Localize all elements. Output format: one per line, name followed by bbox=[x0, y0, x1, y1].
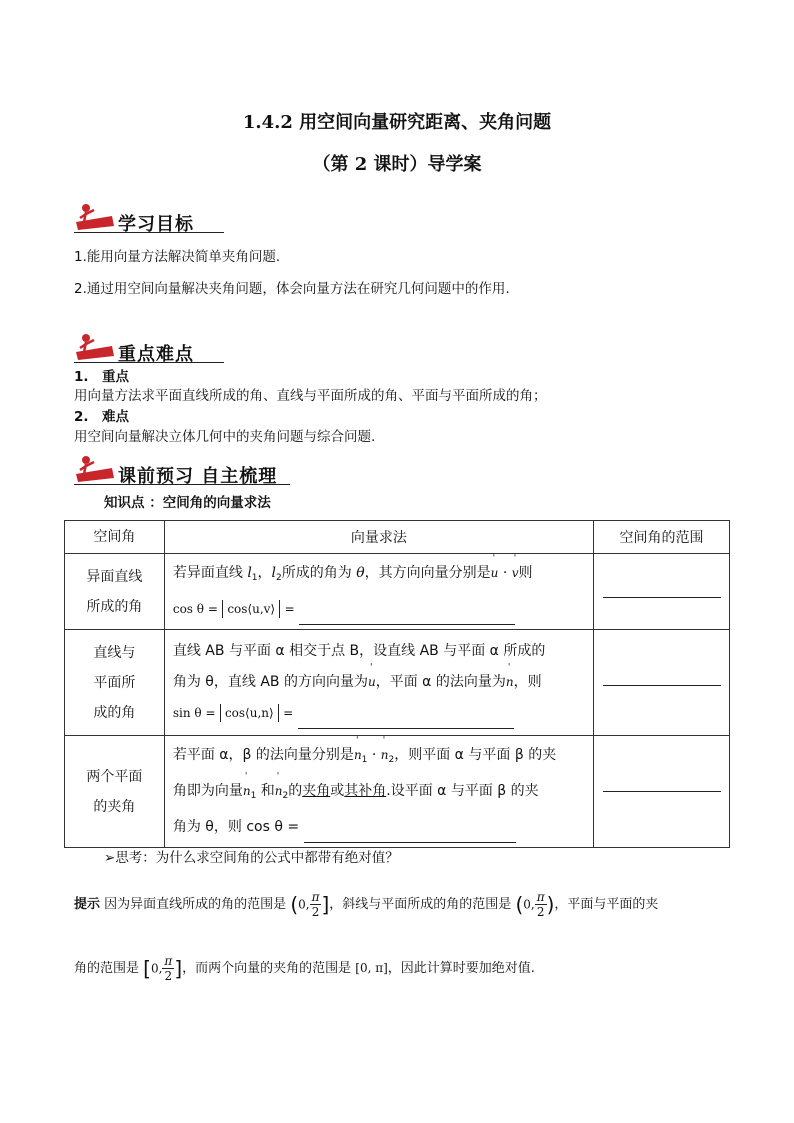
text: ，因此计算时要加绝对值. bbox=[387, 961, 535, 976]
range-blank[interactable] bbox=[603, 791, 721, 792]
formula-abs: cos⟨u,n⟩ bbox=[220, 704, 279, 722]
hint-label: 提示 bbox=[74, 897, 101, 912]
fraction bbox=[162, 954, 174, 983]
text: ，其方向向量分别是 bbox=[364, 565, 491, 581]
text: 角的范围是 bbox=[74, 961, 140, 976]
angle-name-line: 所成的角 bbox=[86, 598, 143, 615]
text: ，则 bbox=[513, 674, 542, 690]
section-preview-label: 课前预习 自主梳理 bbox=[118, 466, 278, 487]
method-line bbox=[173, 667, 585, 698]
fraction-numerator: π bbox=[536, 890, 545, 904]
method-line: 若平面 α，β 的法向量分别是' $n_1$ · ' $n_2$，则平面 α 与平面 β 的夹 bbox=[173, 740, 585, 776]
think-text: 思考：为什么求空间角的公式中都带有绝对值？ bbox=[115, 850, 399, 866]
angle-name-line: 平面所 bbox=[93, 674, 136, 691]
formula-lhs: cos θ = bbox=[172, 602, 218, 616]
arrow-icon: ➢ bbox=[104, 850, 116, 866]
section-preview-heading bbox=[72, 452, 302, 492]
method-line: 若异面直线 $l_1$，$l_2$所成的角为 θ，其方向向量分别是' u · ' v则 bbox=[173, 558, 585, 594]
vector-n: ' n bbox=[506, 667, 514, 698]
theta-symbol: θ bbox=[356, 565, 365, 581]
section-keypoints-heading bbox=[72, 330, 232, 370]
l1-symbol: l bbox=[247, 565, 252, 581]
underlined-term: 其补角 bbox=[344, 783, 387, 799]
method-line bbox=[173, 776, 585, 812]
hint-line-1 bbox=[74, 890, 734, 919]
angle-name-line: 成的角 bbox=[93, 704, 136, 721]
formula-line bbox=[173, 698, 585, 729]
math-zero: 0, bbox=[150, 961, 163, 976]
bracket: ] bbox=[321, 892, 330, 917]
page-title: 1.4.2 用空间向量研究距离、夹角问题 bbox=[242, 112, 552, 133]
spatial-angle-table bbox=[64, 520, 730, 848]
flag-icon bbox=[72, 330, 118, 364]
flag-icon bbox=[72, 452, 118, 486]
think-question bbox=[104, 849, 399, 868]
section-goals-label: 学习目标 bbox=[118, 214, 194, 235]
table-row bbox=[65, 736, 730, 848]
angle-name-line: 的夹角 bbox=[93, 798, 136, 815]
range-cell bbox=[594, 630, 730, 736]
fraction bbox=[310, 890, 322, 919]
difficulty-text: 用空间向量解决立体几何中的夹角问题与综合问题. bbox=[74, 429, 376, 445]
goal-item-1: 1.能用向量方法解决简单夹角问题. bbox=[74, 249, 281, 265]
subscript: 1 bbox=[250, 791, 257, 801]
formula-abs: cos⟨u,v⟩ bbox=[222, 600, 280, 618]
fraction-denominator: 2 bbox=[164, 969, 173, 983]
subscript: 1 bbox=[361, 755, 368, 765]
vector-n1: ' n bbox=[243, 776, 251, 807]
bracket: ] bbox=[174, 956, 183, 981]
subscript: 2 bbox=[282, 791, 289, 801]
knowledge-point-label: 知识点 ：空间角的向量求法 bbox=[104, 495, 271, 511]
underlined-term: 夹角 bbox=[302, 783, 331, 799]
angle-name-cell bbox=[65, 554, 165, 630]
text: 角即为向量 bbox=[172, 783, 243, 799]
bracket: ) bbox=[546, 892, 555, 917]
text: ，则平面 α 与平面 β 的夹 bbox=[394, 747, 557, 763]
table-header-row bbox=[65, 521, 730, 554]
focus-label: 1. 重点 bbox=[74, 369, 130, 385]
fraction-denominator: 2 bbox=[536, 905, 545, 919]
focus-text: 用向量方法求平面直线所成的角、直线与平面所成的角、平面与平面所成的角； bbox=[74, 388, 547, 404]
table-header-cell: 空间角 bbox=[65, 521, 165, 554]
subscript: 1 bbox=[251, 573, 258, 583]
answer-blank[interactable] bbox=[299, 608, 515, 625]
l2-symbol: l bbox=[271, 565, 277, 581]
fraction bbox=[535, 890, 547, 919]
method-cell bbox=[164, 554, 593, 630]
math-zero: 0, bbox=[298, 897, 310, 912]
vector-n2: ' n bbox=[275, 776, 283, 807]
math-range: [0, π] bbox=[355, 961, 388, 975]
answer-blank[interactable] bbox=[304, 826, 516, 843]
range-open-interval: ( bbox=[290, 892, 299, 917]
angle-name-cell bbox=[65, 736, 165, 848]
table-row bbox=[65, 630, 730, 736]
text: 角为 θ，则 cos θ = bbox=[172, 819, 300, 835]
heading-underline bbox=[74, 362, 224, 363]
formula-line bbox=[173, 594, 585, 625]
text: 所成的角为 bbox=[281, 565, 352, 581]
range-cell bbox=[594, 736, 730, 848]
equals: = bbox=[284, 602, 295, 616]
section-keypoints-label: 重点难点 bbox=[118, 344, 194, 365]
text: 若异面直线 bbox=[172, 565, 243, 581]
fraction-denominator: 2 bbox=[311, 905, 320, 919]
range-blank[interactable] bbox=[603, 685, 721, 686]
table-header-cell: 空间角的范围 bbox=[594, 521, 730, 554]
text: 和 bbox=[260, 783, 275, 799]
text: 或 bbox=[330, 783, 345, 799]
text: 角为 θ，直线 AB 的方向向量为 bbox=[172, 674, 368, 690]
vector-n1: ' n bbox=[354, 740, 362, 771]
section-goals-heading bbox=[72, 200, 232, 240]
bracket: ( bbox=[515, 892, 524, 917]
fraction-numerator: π bbox=[311, 890, 320, 904]
method-line: 直线 AB 与平面 α 相交于点 B，设直线 AB 与平面 α 所成的 bbox=[172, 643, 546, 659]
hint-line-2 bbox=[74, 954, 734, 983]
formula-line bbox=[173, 812, 585, 843]
heading-underline bbox=[74, 232, 224, 233]
text: 若平面 α，β 的法向量分别是 bbox=[172, 747, 354, 763]
text: .设平面 α 与平面 β 的夹 bbox=[386, 783, 539, 799]
vector-u: ' u bbox=[491, 558, 499, 589]
range-blank[interactable] bbox=[603, 597, 721, 598]
subscript: 2 bbox=[388, 755, 395, 765]
goal-item-2: 2.通过用空间向量解决夹角问题，体会向量方法在研究几何问题中的作用. bbox=[74, 281, 510, 297]
method-cell bbox=[164, 630, 593, 736]
table-header-cell: 向量求法 bbox=[164, 521, 593, 554]
text: 因为异面直线所成的角的范围是 bbox=[104, 897, 287, 912]
text: ，斜线与平面所成的角的范围是 bbox=[329, 897, 512, 912]
angle-name-line: 异面直线 bbox=[86, 568, 143, 585]
table-row bbox=[65, 554, 730, 630]
fraction-numerator: π bbox=[164, 954, 173, 968]
text: ，而两个向量的夹角的范围是 bbox=[182, 961, 352, 976]
heading-underline bbox=[74, 484, 290, 485]
formula-lhs: sin θ = bbox=[172, 706, 216, 720]
flag-icon bbox=[72, 200, 118, 234]
page-subtitle: （第 2 课时）导学案 bbox=[312, 154, 482, 175]
text: ，平面与平面的夹 bbox=[554, 897, 659, 912]
subscript: 2 bbox=[276, 573, 282, 583]
text: 则 bbox=[518, 565, 533, 581]
vector-v: ' v bbox=[512, 558, 519, 589]
text: ，平面 α 的法向量为 bbox=[375, 674, 506, 690]
bracket: [ bbox=[143, 956, 151, 981]
angle-name-line: 两个平面 bbox=[86, 768, 143, 785]
math-zero: 0, bbox=[523, 897, 535, 912]
angle-name-cell bbox=[65, 630, 165, 736]
difficulty-label: 2. 难点 bbox=[74, 409, 130, 425]
angle-name-line: 直线与 bbox=[93, 644, 136, 661]
text: 的 bbox=[288, 783, 303, 799]
method-cell bbox=[164, 736, 593, 848]
answer-blank[interactable] bbox=[298, 712, 514, 729]
vector-n2: ' n bbox=[381, 740, 389, 771]
vector-u: ' u bbox=[368, 667, 376, 698]
range-cell bbox=[594, 554, 730, 630]
equals: = bbox=[283, 706, 294, 720]
